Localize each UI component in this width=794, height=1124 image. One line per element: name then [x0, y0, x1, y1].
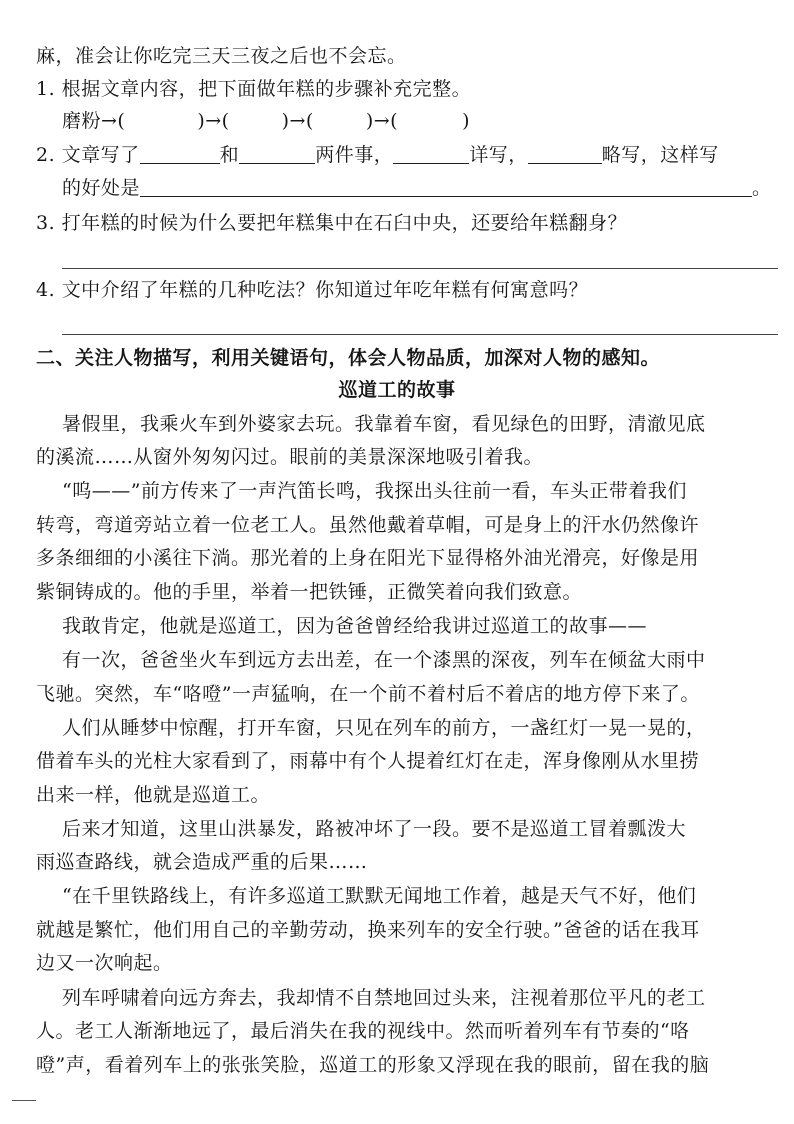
story-line: 转弯，弯道旁站立着一位老工人。虽然他戴着草帽，可是身上的汗水仍然像许	[36, 514, 700, 536]
question-1-steps	[62, 106, 470, 136]
q2-blank-4[interactable]	[528, 143, 602, 164]
section-2-heading: 二、关注人物描写，利用关键语句，体会人物品质，加深对人物的感知。	[36, 347, 661, 369]
story-line: 列车呼啸着向远方奔去，我却情不自禁地回过头来，注视着那位平凡的老工	[62, 987, 706, 1009]
story-line: 的溪流……从窗外匆匆闪过。眼前的美景深深地吸引着我。	[36, 446, 544, 468]
step-sep-3: )→(	[365, 110, 399, 132]
story-line: 多条细细的小溪往下淌。那光着的上身在阳光下显得格外油光滑亮，好像是用	[36, 547, 700, 569]
story-line: 雨巡查路线，就会造成严重的后果……	[36, 851, 368, 873]
story-line: 暑假里，我乘火车到外婆家去玩。我靠着车窗，看见绿色的田野，清澈见底	[62, 413, 706, 435]
q2-text-e: 略写，这样写	[601, 144, 719, 166]
q2-text-b: 和	[219, 144, 240, 166]
question-2-continued	[62, 173, 772, 203]
carry-over-line: 麻，准会让你吃完三天三夜之后也不会忘。	[36, 45, 407, 67]
q2-blank-2[interactable]	[239, 143, 315, 164]
q2-text-c: 两件事，	[315, 144, 394, 166]
answer-line-q4[interactable]	[62, 334, 778, 335]
story-line: 我敢肯定，他就是巡道工，因为爸爸曾经给我讲过巡道工的故事——	[62, 615, 648, 637]
answer-line-q3[interactable]	[62, 268, 778, 269]
question-4: 4. 文中介绍了年糕的几种吃法？你知道过年吃年糕有何寓意吗？	[36, 279, 589, 301]
q2-text-f: 的好处是	[62, 177, 141, 199]
question-1: 1. 根据文章内容，把下面做年糕的步骤补充完整。	[36, 78, 472, 100]
question-2	[36, 140, 719, 170]
story-line: 边又一次响起。	[36, 952, 173, 974]
story-line: “呜——”前方传来了一声汽笛长鸣，我探出头往前一看，车头正带着我们	[62, 480, 687, 502]
story-line: 出来一样，他就是巡道工。	[36, 784, 271, 806]
page-corner-mark	[12, 1100, 36, 1101]
story-line: 后来才知道，这里山洪暴发，路被冲坏了一段。要不是巡道工冒着瓢泼大	[62, 818, 687, 840]
q2-blank-1[interactable]	[140, 143, 220, 164]
q2-text-d: 详写，	[469, 144, 528, 166]
story-line: 人。老工人渐渐地远了，最后消失在我的视线中。然而听着列车有节奏的“咯	[36, 1020, 690, 1042]
q2-blank-3[interactable]	[393, 143, 469, 164]
story-line: 紫铜铸成的。他的手里，举着一把铁锤，正微笑着向我们致意。	[36, 581, 583, 603]
story-line: 人们从睡梦中惊醒，打开车窗，只见在列车的前方，一盏红灯一晃一晃的，	[62, 717, 706, 739]
story-line: 有一次，爸爸坐火车到远方去出差，在一个漆黑的深夜，列车在倾盆大雨中	[62, 649, 706, 671]
step-end: )	[462, 110, 471, 132]
step-start: 磨粉→(	[62, 110, 126, 132]
story-line: 就越是繁忙，他们用自己的辛勤劳动，换来列车的安全行驶。”爸爸的话在我耳	[36, 919, 700, 941]
story-line: 借着车头的光柱大家看到了，雨幕中有个人提着红灯在走，浑身像刚从水里捞	[36, 750, 700, 772]
question-3: 3. 打年糕的时候为什么要把年糕集中在石臼中央，还要给年糕翻身？	[36, 212, 628, 234]
story-line: 噔”声，看着列车上的张张笑脸，巡道工的形象又浮现在我的眼前，留在我的脑	[36, 1054, 710, 1076]
q2-blank-benefit[interactable]	[140, 176, 752, 197]
step-sep-2: )→(	[281, 110, 314, 132]
story-line: “在千里铁路线上，有许多巡道工默默无闻地工作着，越是天气不好，他们	[62, 885, 697, 907]
q2-text-a: 2. 文章写了	[36, 144, 140, 166]
step-sep-1: )→(	[197, 110, 230, 132]
story-title: 巡道工的故事	[338, 379, 456, 401]
story-line: 飞驰。突然，车“咯噔”一声猛响，在一个前不着村后不着店的地方停下来了。	[36, 683, 700, 705]
q2-text-g: 。	[752, 177, 772, 199]
